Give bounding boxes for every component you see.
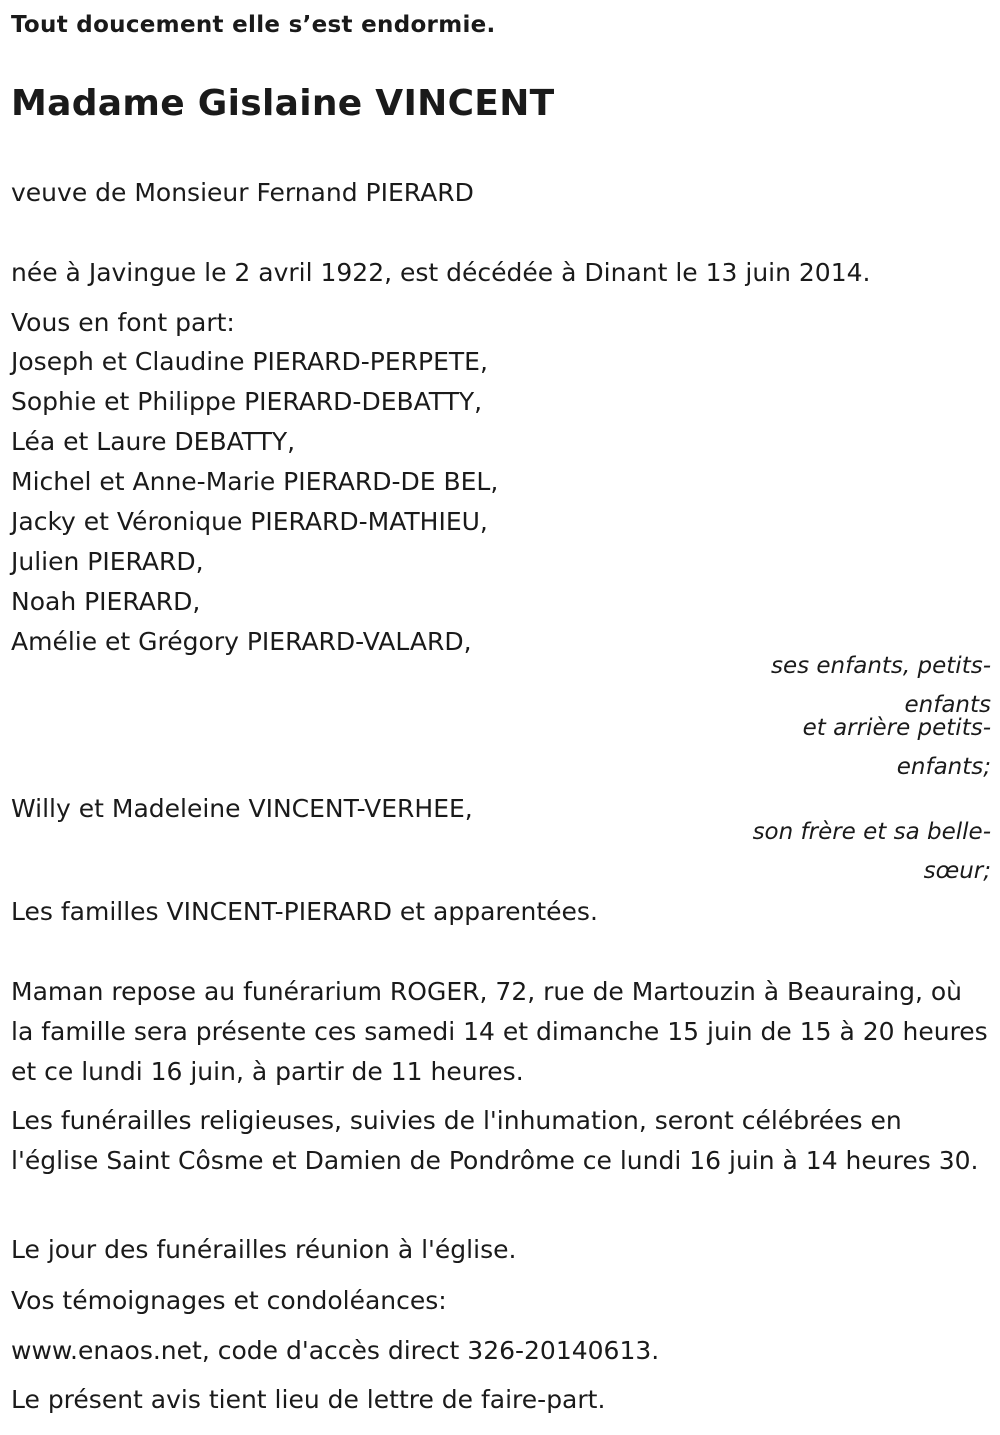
- announcement-intro: Vous en font part:: [11, 308, 235, 337]
- list-item: Noah PIERARD,: [11, 587, 201, 616]
- sibling-relation: son frère et sa belle-sœur;: [752, 819, 991, 884]
- list-item: Léa et Laure DEBATTY,: [11, 427, 296, 456]
- list-item: Julien PIERARD,: [11, 547, 204, 576]
- children-list: [11, 342, 498, 662]
- funeral-paragraph: Les funérailles religieuses, suivies de l'inhumation, seront célébrées en l'église Saint Côsme et Damien de Pondrôme ce lundi 16 juin à 14 heures 30.: [11, 1106, 979, 1175]
- children-relation-1: ses enfants, petits-enfants: [770, 653, 991, 718]
- list-item: Sophie et Philippe PIERARD-DEBATTY,: [11, 387, 483, 416]
- closing-line: Le présent avis tient lieu de lettre de faire-part.: [11, 1385, 606, 1414]
- families-line: Les familles VINCENT-PIERARD et apparentées.: [11, 897, 598, 926]
- condolences-intro: Vos témoignages et condoléances:: [11, 1286, 447, 1315]
- list-item: Amélie et Grégory PIERARD-VALARD,: [11, 627, 472, 656]
- website-line: www.enaos.net, code d'accès direct 326-20140613.: [11, 1336, 660, 1365]
- reunion-line: Le jour des funérailles réunion à l'église.: [11, 1235, 517, 1264]
- birth-death-line: née à Javingue le 2 avril 1922, est décédée à Dinant le 13 juin 2014.: [11, 258, 871, 287]
- funerarium-paragraph: Maman repose au funérarium ROGER, 72, rue de Martouzin à Beauraing, où la famille sera présente ces samedi 14 et dimanche 15 juin de 15 à 20 heures et ce lundi 16 juin, à partir de 11 heures.: [11, 977, 988, 1086]
- sibling-line: Willy et Madeleine VINCENT-VERHEE,: [11, 794, 473, 823]
- deceased-name: Madame Gislaine VINCENT: [11, 83, 555, 124]
- children-relation-2: et arrière petits-enfants;: [802, 715, 991, 780]
- list-item: Joseph et Claudine PIERARD-PERPETE,: [11, 347, 488, 376]
- list-item: Michel et Anne-Marie PIERARD-DE BEL,: [11, 467, 499, 496]
- widow-of-line: veuve de Monsieur Fernand PIERARD: [11, 178, 474, 207]
- list-item: Jacky et Véronique PIERARD-MATHIEU,: [11, 507, 488, 536]
- epigraph: Tout doucement elle s’est endormie.: [11, 12, 496, 38]
